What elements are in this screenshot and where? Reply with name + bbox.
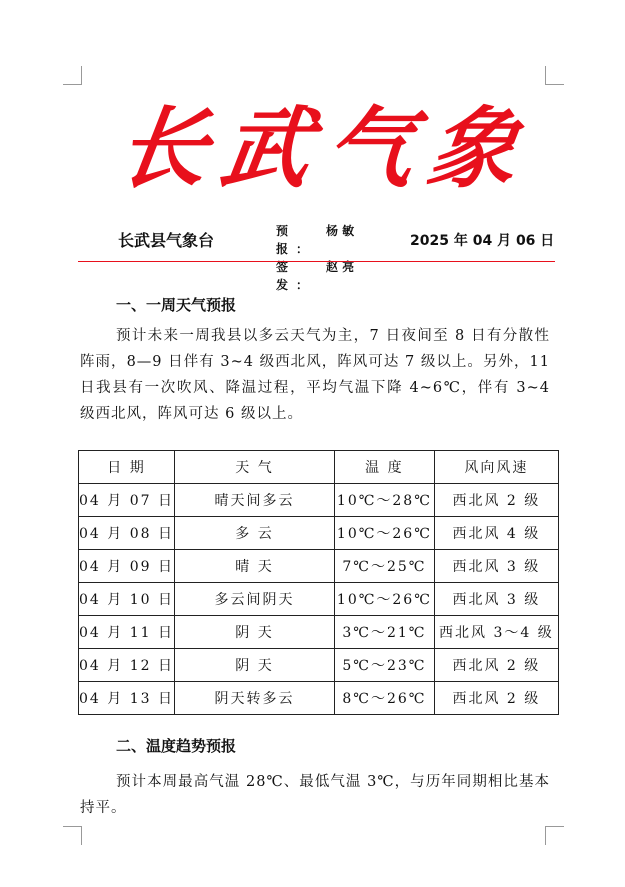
weekly-forecast-table bbox=[78, 450, 559, 715]
issue-date: 2025 年 04 月 06 日 bbox=[410, 233, 555, 249]
column-header: 温 度 bbox=[335, 451, 435, 484]
date-cell: 04 月 07 日 bbox=[79, 484, 175, 517]
crop-mark-bottom-left bbox=[63, 826, 82, 845]
temperature-cell: 3℃～21℃ bbox=[335, 616, 435, 649]
column-header: 日 期 bbox=[79, 451, 175, 484]
issuer-name: 赵 亮 bbox=[326, 260, 355, 274]
table-row bbox=[79, 517, 559, 550]
wind-cell: 西北风 3～4 级 bbox=[434, 616, 558, 649]
temperature-cell: 10℃～26℃ bbox=[335, 583, 435, 616]
weather-cell: 阴 天 bbox=[174, 616, 334, 649]
crop-mark-top-left bbox=[63, 66, 82, 85]
wind-cell: 西北风 4 级 bbox=[434, 517, 558, 550]
temperature-cell: 10℃～26℃ bbox=[335, 517, 435, 550]
masthead-char: 武 bbox=[215, 96, 320, 200]
masthead-title bbox=[111, 82, 527, 202]
wind-cell: 西北风 2 级 bbox=[434, 649, 558, 682]
temperature-cell: 8℃～26℃ bbox=[335, 682, 435, 715]
date-cell: 04 月 10 日 bbox=[79, 583, 175, 616]
masthead-char: 气 bbox=[318, 96, 424, 200]
forecast-label: 预 报： bbox=[276, 224, 317, 256]
masthead-char: 象 bbox=[421, 96, 527, 200]
wind-cell: 西北风 3 级 bbox=[434, 583, 558, 616]
table-row bbox=[79, 682, 559, 715]
wind-cell: 西北风 2 级 bbox=[434, 484, 558, 517]
wind-cell: 西北风 3 级 bbox=[434, 550, 558, 583]
column-header: 风向风速 bbox=[434, 451, 558, 484]
section-paragraph: 预计未来一周我县以多云天气为主，7 日夜间至 8 日有分散性阵雨，8—9 日伴有 3~4 级西北风，阵风可达 7 级以上。另外，11 日我县有一次吹风、降温过程，平均气温下降 4~6℃，伴有 3~4 级西北风，阵风可达 6 级以上。 bbox=[80, 328, 550, 422]
weather-cell: 阴天转多云 bbox=[174, 682, 334, 715]
masthead-char: 长 bbox=[111, 96, 217, 200]
table-row bbox=[79, 550, 559, 583]
date-cell: 04 月 13 日 bbox=[79, 682, 175, 715]
weather-cell: 阴 天 bbox=[174, 649, 334, 682]
table-header-row bbox=[79, 451, 559, 484]
forecaster-name: 杨 敏 bbox=[326, 224, 355, 238]
table-row bbox=[79, 649, 559, 682]
weather-cell: 晴 天 bbox=[174, 550, 334, 583]
date-cell: 04 月 09 日 bbox=[79, 550, 175, 583]
table-row bbox=[79, 583, 559, 616]
temperature-cell: 7℃～25℃ bbox=[335, 550, 435, 583]
column-header: 天 气 bbox=[174, 451, 334, 484]
date-cell: 04 月 08 日 bbox=[79, 517, 175, 550]
section-title: 一、一周天气预报 bbox=[116, 296, 237, 314]
temperature-cell: 10℃～28℃ bbox=[335, 484, 435, 517]
byline bbox=[276, 222, 354, 294]
table-row bbox=[79, 616, 559, 649]
table-row bbox=[79, 484, 559, 517]
forecaster-row bbox=[276, 222, 354, 258]
weather-cell: 多 云 bbox=[174, 517, 334, 550]
organization-name: 长武县气象台 bbox=[118, 231, 215, 250]
header-divider bbox=[78, 261, 555, 262]
issuer-row bbox=[276, 258, 354, 294]
weather-cell: 多云间阴天 bbox=[174, 583, 334, 616]
issue-label: 签 发： bbox=[276, 260, 317, 292]
wind-cell: 西北风 2 级 bbox=[434, 682, 558, 715]
temperature-cell: 5℃～23℃ bbox=[335, 649, 435, 682]
section-paragraph: 预计本周最高气温 28℃、最低气温 3℃，与历年同期相比基本持平。 bbox=[80, 774, 550, 816]
crop-mark-top-right bbox=[545, 66, 564, 85]
section-title: 二、温度趋势预报 bbox=[116, 737, 237, 755]
date-cell: 04 月 11 日 bbox=[79, 616, 175, 649]
weather-cell: 晴天间多云 bbox=[174, 484, 334, 517]
date-cell: 04 月 12 日 bbox=[79, 649, 175, 682]
crop-mark-bottom-right bbox=[545, 826, 564, 845]
